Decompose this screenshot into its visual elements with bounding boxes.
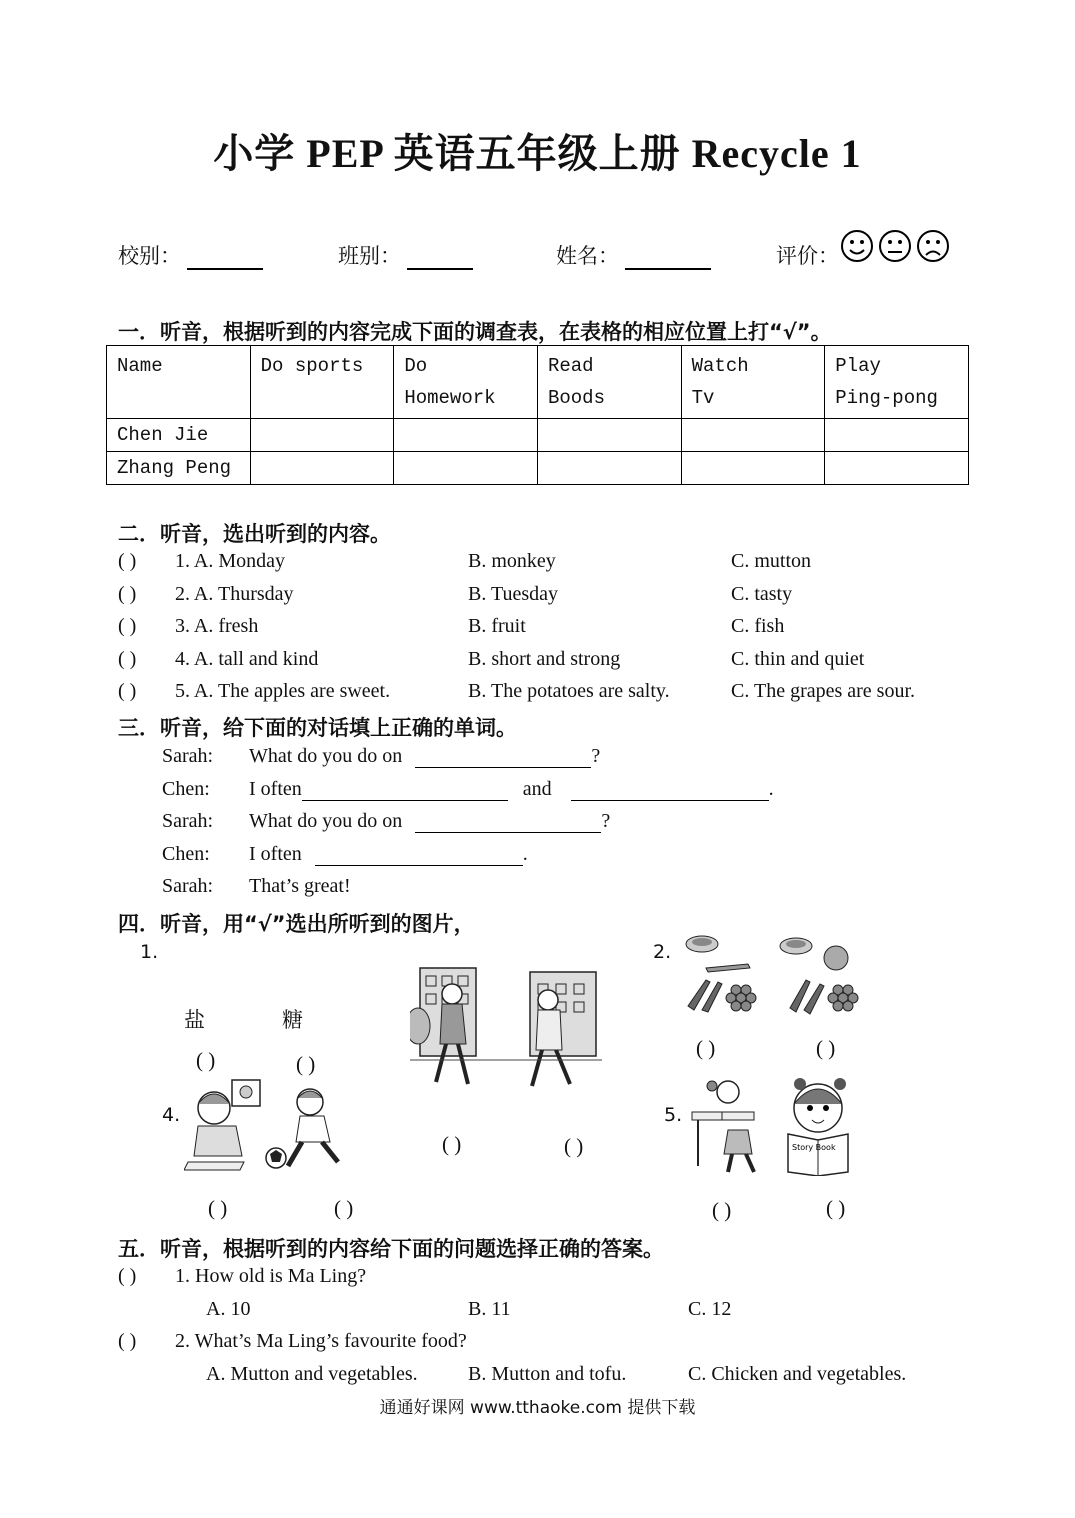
- section2-heading: 二．听音，选出听到的内容。: [118, 522, 391, 546]
- line-text: I often: [249, 778, 302, 800]
- option-c: C. 12: [688, 1298, 732, 1320]
- option-a: 1. A. Monday: [175, 550, 285, 572]
- answer-paren[interactable]: ( ): [696, 1036, 716, 1060]
- school-field: [118, 240, 263, 270]
- option-b: B. monkey: [468, 550, 556, 572]
- answer-paren[interactable]: ( ): [196, 1048, 216, 1072]
- food-set-2: [780, 938, 858, 1014]
- option-c: C. tasty: [731, 583, 793, 605]
- answer-paren[interactable]: ( ): [826, 1196, 846, 1220]
- rating-label: 评价：: [776, 244, 839, 268]
- header-watch-tv: Watch Tv: [681, 346, 825, 419]
- fill-blank[interactable]: [415, 747, 591, 768]
- fill-blank[interactable]: [315, 845, 523, 866]
- fill-blank[interactable]: [415, 812, 601, 833]
- food-images: [678, 932, 868, 1020]
- option-c: C. The grapes are sour.: [731, 680, 916, 702]
- class-field: [338, 240, 473, 270]
- speaker: Chen:: [162, 778, 210, 800]
- speaker: Chen:: [162, 843, 210, 865]
- option-b: B. The potatoes are salty.: [468, 680, 670, 702]
- answer-paren[interactable]: ( ): [442, 1132, 462, 1156]
- table-header-row: [107, 346, 969, 419]
- girl-homework-image: [184, 1080, 260, 1170]
- answer-paren[interactable]: ( ): [118, 1330, 137, 1352]
- class-label: 班别：: [338, 244, 401, 268]
- header-do-homework: Do Homework: [394, 346, 538, 419]
- answer-paren[interactable]: ( ): [118, 550, 137, 572]
- option-a: 3. A. fresh: [175, 615, 259, 637]
- table-cell[interactable]: [394, 452, 538, 485]
- item-number: 1.: [140, 941, 159, 963]
- food-set-1: [686, 936, 756, 1012]
- fill-blank[interactable]: [302, 780, 508, 801]
- table-cell[interactable]: [537, 452, 681, 485]
- answer-paren[interactable]: ( ): [296, 1052, 316, 1076]
- section5-heading: 五．听音，根据听到的内容给下面的问题选择正确的答案。: [118, 1237, 664, 1261]
- table-cell[interactable]: [250, 419, 394, 452]
- line-text: What do you do on: [249, 745, 403, 767]
- rating-field: [776, 240, 839, 270]
- option-b: B. Mutton and tofu.: [468, 1363, 627, 1385]
- table-cell[interactable]: [825, 452, 969, 485]
- speaker: Sarah:: [162, 810, 214, 832]
- question-text: 2. What’s Ma Ling’s favourite food?: [175, 1330, 467, 1352]
- line-punct: .: [522, 843, 528, 865]
- answer-paren[interactable]: ( ): [208, 1196, 228, 1220]
- option-b: B. Tuesday: [468, 583, 559, 605]
- row-name-zhang-peng: Zhang Peng: [107, 452, 251, 485]
- rating-faces: [840, 229, 950, 270]
- option-a: A. Mutton and vegetables.: [206, 1363, 418, 1385]
- smile-face-icon[interactable]: [842, 231, 872, 261]
- option-a: 4. A. tall and kind: [175, 648, 319, 670]
- option-b: B. 11: [468, 1298, 511, 1320]
- option-c: C. fish: [731, 615, 785, 637]
- header-play-ping-pong: Play Ping-pong: [825, 346, 969, 419]
- salt-label: 盐: [184, 1008, 205, 1032]
- option-b: B. fruit: [468, 615, 526, 637]
- table-cell[interactable]: [681, 452, 825, 485]
- option-a: 5. A. The apples are sweet.: [175, 680, 391, 702]
- table-row: [107, 452, 969, 485]
- item-number: 5.: [664, 1104, 683, 1126]
- line-punct: .: [768, 778, 774, 800]
- table-row: [107, 419, 969, 452]
- sad-face-icon[interactable]: [918, 231, 948, 261]
- answer-paren[interactable]: ( ): [118, 615, 137, 637]
- dialogue-line: [249, 778, 774, 801]
- name-label: 姓名：: [556, 244, 619, 268]
- story-book-text: Story Book: [792, 1143, 836, 1152]
- option-a: 2. A. Thursday: [175, 583, 294, 605]
- answer-paren[interactable]: ( ): [118, 583, 137, 605]
- answer-paren[interactable]: ( ): [334, 1196, 354, 1220]
- girl-pingpong-image: [692, 1081, 754, 1172]
- class-blank[interactable]: [407, 246, 473, 270]
- table-cell[interactable]: [681, 419, 825, 452]
- table-cell[interactable]: [394, 419, 538, 452]
- option-c: C. mutton: [731, 550, 812, 572]
- footer-text: 通通好课网 www.tthaoke.com 提供下载: [379, 1398, 696, 1418]
- dialogue-line: [249, 745, 600, 768]
- item-number: 4.: [162, 1104, 181, 1126]
- name-blank[interactable]: [625, 246, 711, 270]
- table-cell[interactable]: [537, 419, 681, 452]
- line-punct: ?: [591, 745, 601, 767]
- option-c: C. Chicken and vegetables.: [688, 1363, 907, 1385]
- boy-football-image: [266, 1089, 338, 1168]
- survey-table: [106, 345, 969, 485]
- option-b: B. short and strong: [468, 648, 621, 670]
- dialogue-line: [249, 810, 610, 833]
- section4-heading: 四．听音，用“√”选出所听到的图片，: [118, 912, 475, 936]
- line-text: What do you do on: [249, 810, 403, 832]
- speaker: Sarah:: [162, 875, 214, 897]
- answer-paren[interactable]: ( ): [712, 1198, 732, 1222]
- speaker: Sarah:: [162, 745, 214, 767]
- section3-heading: 三．听音，给下面的对话填上正确的单词。: [118, 716, 517, 740]
- dialogue-line: [249, 843, 528, 866]
- answer-paren[interactable]: ( ): [118, 648, 137, 670]
- section1-heading: 一．听音，根据听到的内容完成下面的调查表，在表格的相应位置上打“√”。: [118, 320, 832, 344]
- girl-reading-image: [788, 1078, 848, 1176]
- boys-walking-image: [410, 964, 602, 1092]
- line-text: That’s great!: [249, 875, 351, 897]
- page-title: 小学 PEP 英语五年级上册 Recycle 1: [213, 131, 862, 176]
- name-field: [556, 240, 711, 270]
- table-cell[interactable]: [825, 419, 969, 452]
- line-text: I often: [249, 843, 302, 865]
- table-cell[interactable]: [250, 452, 394, 485]
- option-a: A. 10: [206, 1298, 251, 1320]
- option-c: C. thin and quiet: [731, 648, 865, 670]
- pingpong-reading-images: [688, 1074, 870, 1176]
- homework-football-images: [184, 1076, 360, 1174]
- row-name-chen-jie: Chen Jie: [107, 419, 251, 452]
- header-read-boods: Read Boods: [537, 346, 681, 419]
- school-blank[interactable]: [187, 246, 263, 270]
- school-label: 校别：: [118, 244, 181, 268]
- sugar-label: 糖: [282, 1008, 303, 1032]
- answer-paren[interactable]: ( ): [118, 1265, 137, 1287]
- answer-paren[interactable]: ( ): [118, 680, 137, 702]
- fill-blank[interactable]: [571, 780, 769, 801]
- header-name: Name: [107, 346, 251, 419]
- neutral-face-icon[interactable]: [880, 231, 910, 261]
- item-number: 2.: [653, 941, 672, 963]
- answer-paren[interactable]: ( ): [564, 1134, 584, 1158]
- question-text: 1. How old is Ma Ling?: [175, 1265, 367, 1287]
- line-punct: ?: [601, 810, 611, 832]
- header-do-sports: Do sports: [250, 346, 394, 419]
- line-and: and: [522, 778, 552, 800]
- answer-paren[interactable]: ( ): [816, 1036, 836, 1060]
